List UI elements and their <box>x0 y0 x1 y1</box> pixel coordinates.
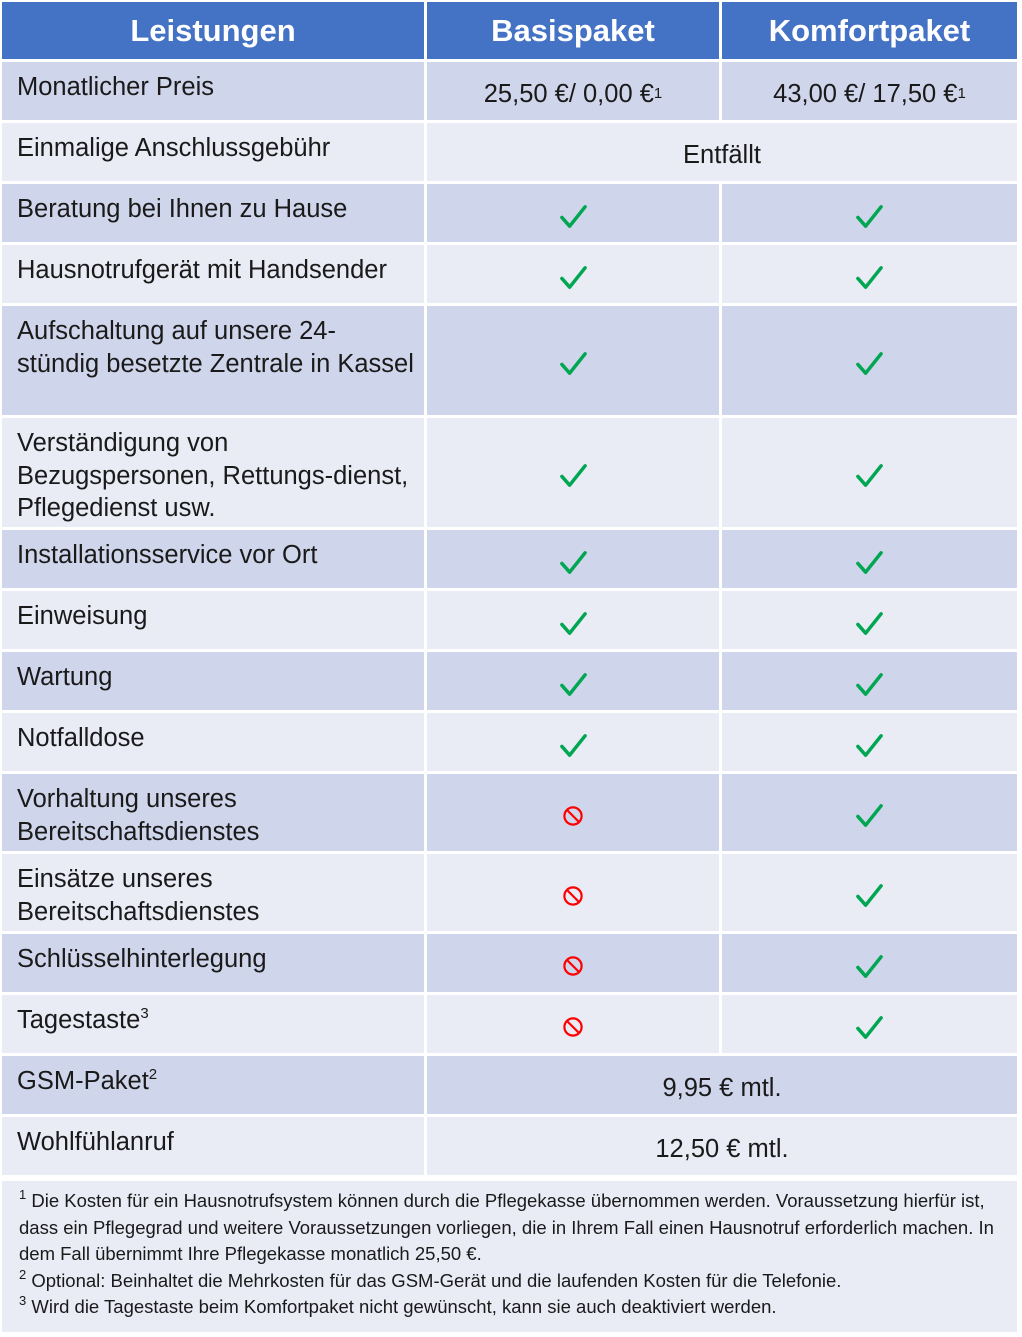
prohibited-icon <box>562 955 584 977</box>
row-label: Wohlfühlanruf <box>2 1117 427 1175</box>
check-icon <box>855 731 884 760</box>
check-icon <box>855 349 884 378</box>
komfort-cell <box>722 418 1017 527</box>
check-icon <box>559 548 588 577</box>
prohibited-icon <box>562 1016 584 1038</box>
komfort-price: 43,00 €/ 17,50 € 1 <box>773 79 966 108</box>
check-icon <box>559 670 588 699</box>
header-komfortpaket: Komfortpaket <box>768 12 971 48</box>
basis-cell <box>427 854 722 931</box>
komfort-cell <box>722 530 1017 588</box>
header-services: Leistungen <box>2 2 427 59</box>
footnotes <box>2 1181 1017 1332</box>
komfort-cell <box>722 245 1017 303</box>
komfort-cell <box>722 184 1017 242</box>
row-label: Installationsservice vor Ort <box>2 530 427 588</box>
merged-value: Entfällt <box>683 140 761 169</box>
basis-cell <box>427 306 722 415</box>
header-basispaket: Basispaket <box>427 2 722 59</box>
table-row <box>2 774 1017 854</box>
row-label: Verständigung von Bezugspersonen, Rettungs-dienst, Pflegedienst usw. <box>2 418 427 527</box>
basis-cell <box>427 995 722 1053</box>
row-label: Tagestaste$^3$ <box>2 995 427 1053</box>
basis-cell <box>427 774 722 851</box>
komfort-cell <box>722 306 1017 415</box>
table-row <box>2 123 1017 184</box>
basis-cell <box>427 713 722 771</box>
basis-cell <box>427 530 722 588</box>
komfort-cell <box>722 854 1017 931</box>
check-icon <box>855 202 884 231</box>
table-row <box>2 418 1017 530</box>
check-icon <box>855 881 884 910</box>
check-icon <box>559 202 588 231</box>
prohibited-icon <box>562 885 584 907</box>
check-icon <box>559 461 588 490</box>
row-label: Beratung bei Ihnen zu Hause <box>2 184 427 242</box>
merged-value: 12,50 € mtl. <box>655 1134 789 1163</box>
basis-cell <box>427 934 722 992</box>
check-icon <box>855 670 884 699</box>
check-icon <box>559 609 588 638</box>
check-icon <box>855 801 884 830</box>
footnote: $^3$ Wird die Tagestaste beim Komfortpaket nicht gewünscht, kann sie auch deaktiviert werden. <box>19 1293 777 1317</box>
table-row <box>2 306 1017 418</box>
table-row <box>2 62 1017 123</box>
basis-price: 25,50 €/ 0,00 € 1 <box>427 62 722 120</box>
table-row <box>2 530 1017 591</box>
check-icon <box>855 609 884 638</box>
row-label: Einmalige Anschlussgebühr <box>2 123 427 181</box>
row-label: GSM-Paket$^2$ <box>2 1056 427 1114</box>
footnote: $^2$ Optional: Beinhaltet die Mehrkosten für das GSM-Gerät und die laufenden Kosten für die Telefonie. <box>19 1266 842 1291</box>
table-row <box>2 934 1017 995</box>
merged-value: 9,95 € mtl. <box>662 1073 782 1102</box>
table-header <box>2 2 1017 62</box>
check-icon <box>855 548 884 577</box>
table-row <box>2 652 1017 713</box>
check-icon <box>855 1013 884 1042</box>
basis-cell <box>427 418 722 527</box>
check-icon <box>559 349 588 378</box>
row-label: Einsätze unseres Bereitschaftsdienstes <box>2 854 427 931</box>
footnote: $^1$ Die Kosten für ein Hausnotrufsystem können durch die Pflegekasse übernommen werden. Voraussetzung hierfür ist, dass ein Pflegegrad und weitere Voraussetzungen vorliegen, die in Ihrem Fall einen Hausnotruf erforderlich machen. In dem Fall übernimmt Ihre Pflegekasse monatlich 25,50 €. <box>19 1187 994 1264</box>
row-label: Wartung <box>2 652 427 710</box>
komfort-cell <box>722 995 1017 1053</box>
check-icon <box>559 263 588 292</box>
check-icon <box>855 952 884 981</box>
table-row <box>2 713 1017 774</box>
check-icon <box>855 263 884 292</box>
table-row <box>2 1056 1017 1117</box>
table-row <box>2 591 1017 652</box>
row-label: Hausnotrufgerät mit Handsender <box>2 245 427 303</box>
basis-cell <box>427 184 722 242</box>
basis-cell <box>427 591 722 649</box>
row-label: Einweisung <box>2 591 427 649</box>
komfort-cell <box>722 934 1017 992</box>
row-label: Notfalldose <box>2 713 427 771</box>
pricing-table <box>2 2 1017 1178</box>
table-row <box>2 995 1017 1056</box>
komfort-cell <box>722 713 1017 771</box>
basis-cell <box>427 245 722 303</box>
row-label: Schlüsselhinterlegung <box>2 934 427 992</box>
row-label: Aufschaltung auf unsere 24-stündig besetzte Zentrale in Kassel <box>2 306 427 415</box>
basis-cell <box>427 652 722 710</box>
table-row <box>2 854 1017 934</box>
row-label: Vorhaltung unseres Bereitschaftsdienstes <box>2 774 427 851</box>
komfort-cell <box>722 774 1017 851</box>
komfort-cell <box>722 652 1017 710</box>
table-row <box>2 184 1017 245</box>
check-icon <box>559 731 588 760</box>
table-row <box>2 1117 1017 1178</box>
check-icon <box>855 461 884 490</box>
row-label: Monatlicher Preis <box>2 62 427 120</box>
komfort-cell <box>722 591 1017 649</box>
table-row <box>2 245 1017 306</box>
prohibited-icon <box>562 805 584 827</box>
